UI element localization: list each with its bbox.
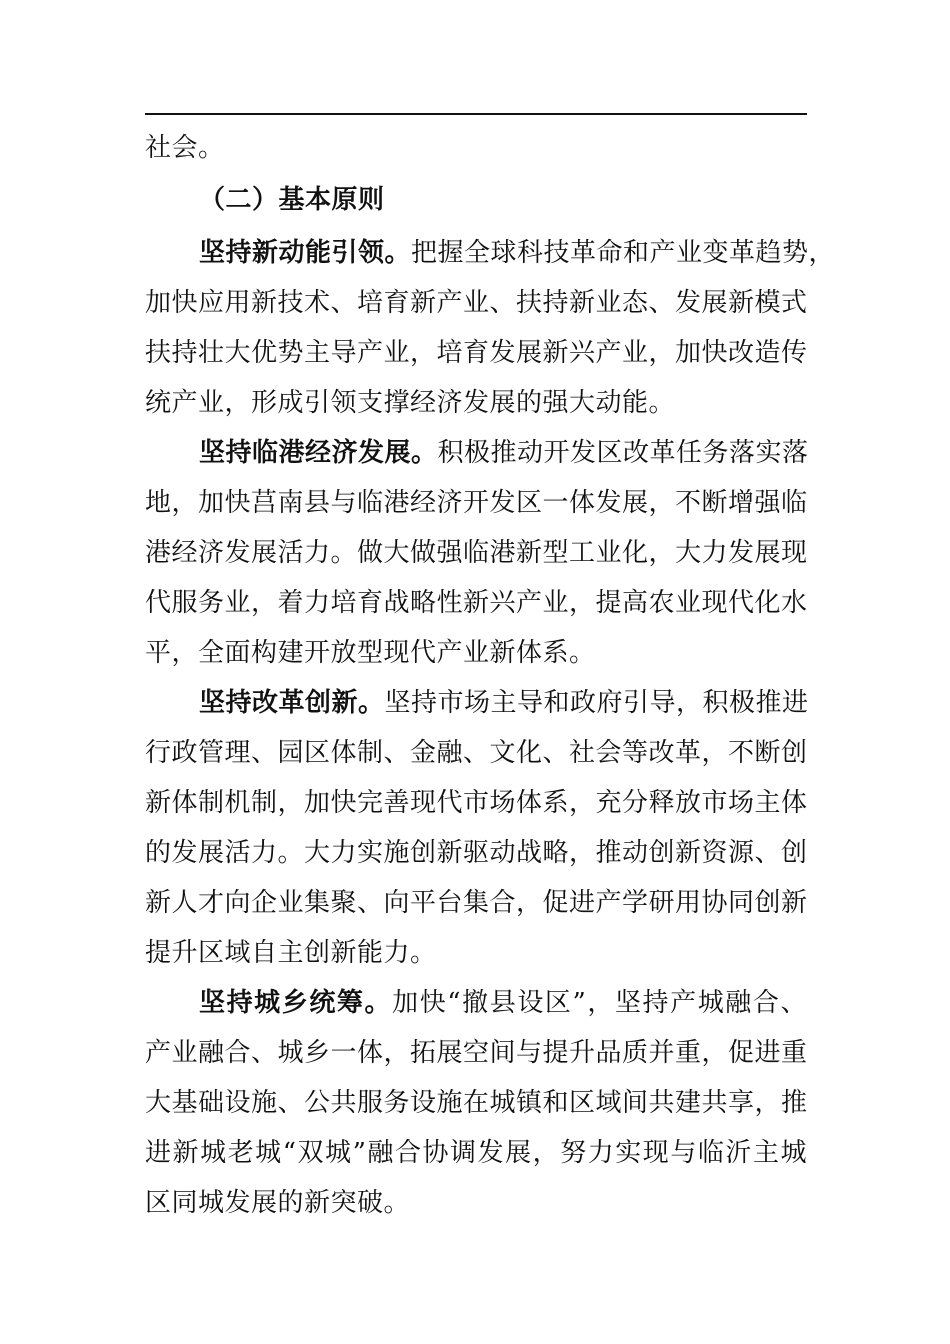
continuation-line: 社会。 bbox=[145, 133, 225, 163]
paragraph-line: 区同城发展的新突破。 bbox=[145, 1188, 411, 1218]
paragraph-line: 代服务业，着力培育战略性新兴产业，提高农业现代化水 bbox=[145, 588, 808, 618]
paragraph-line: 进新城老城“双城”融合协调发展，努力实现与临沂主城 bbox=[145, 1138, 807, 1168]
paragraph-urban-rural bbox=[145, 978, 807, 1228]
paragraph-lead: 坚持临港经济发展。 bbox=[199, 438, 438, 468]
paragraph-lead: 坚持新动能引领。 bbox=[199, 238, 412, 268]
paragraph-lead: 坚持城乡统筹。 bbox=[199, 988, 393, 1018]
paragraph-line: 港经济发展活力。做大做强临港新型工业化，大力发展现 bbox=[145, 538, 808, 568]
paragraph-line: 行政管理、园区体制、金融、文化、社会等改革，不断创 bbox=[145, 738, 808, 768]
document-body bbox=[145, 123, 836, 1228]
paragraph-lead: 坚持改革创新。 bbox=[199, 688, 385, 718]
section-heading: （二）基本原则 bbox=[199, 185, 385, 215]
paragraph-line: 产业融合、城乡一体，拓展空间与提升品质并重，促进重 bbox=[145, 1038, 808, 1068]
paragraph-line: 大基础设施、公共服务设施在城镇和区域间共建共享，推 bbox=[145, 1088, 808, 1118]
paragraph-line: 加快应用新技术、培育新产业、扶持新业态、发展新模式 bbox=[145, 288, 808, 318]
paragraph-line: 地，加快莒南县与临港经济开发区一体发展，不断增强临 bbox=[145, 488, 808, 518]
paragraph-line: 新体制机制，加快完善现代市场体系，充分释放市场主体 bbox=[145, 788, 808, 818]
paragraph-reform-innovation bbox=[145, 678, 807, 978]
paragraph-first-line: 坚持临港经济发展。积极推动开发区改革任务落实落 bbox=[199, 438, 809, 468]
paragraph-port-economy bbox=[145, 428, 807, 678]
paragraph-line: 的发展活力。大力实施创新驱动战略，推动创新资源、创 bbox=[145, 838, 808, 868]
paragraph-line: 统产业，形成引领支撑经济发展的强大动能。 bbox=[145, 388, 676, 418]
paragraph-line: 扶持壮大优势主导产业，培育发展新兴产业，加快改造传 bbox=[145, 338, 808, 368]
paragraph-line: 平，全面构建开放型现代产业新体系。 bbox=[145, 638, 596, 668]
paragraph-new-momentum bbox=[145, 228, 836, 428]
paragraph-line: 新人才向企业集聚、向平台集合，促进产学研用协同创新 bbox=[145, 888, 808, 918]
header-rule bbox=[145, 113, 807, 115]
paragraph-first-line: 坚持新动能引领。把握全球科技革命和产业变革趋势， bbox=[199, 238, 836, 268]
paragraph-first-line: 坚持城乡统筹。加快“撤县设区”，坚持产城融合、 bbox=[199, 988, 807, 1018]
paragraph-line: 提升区域自主创新能力。 bbox=[145, 938, 437, 968]
paragraph-first-line: 坚持改革创新。坚持市场主导和政府引导，积极推进 bbox=[199, 688, 809, 718]
